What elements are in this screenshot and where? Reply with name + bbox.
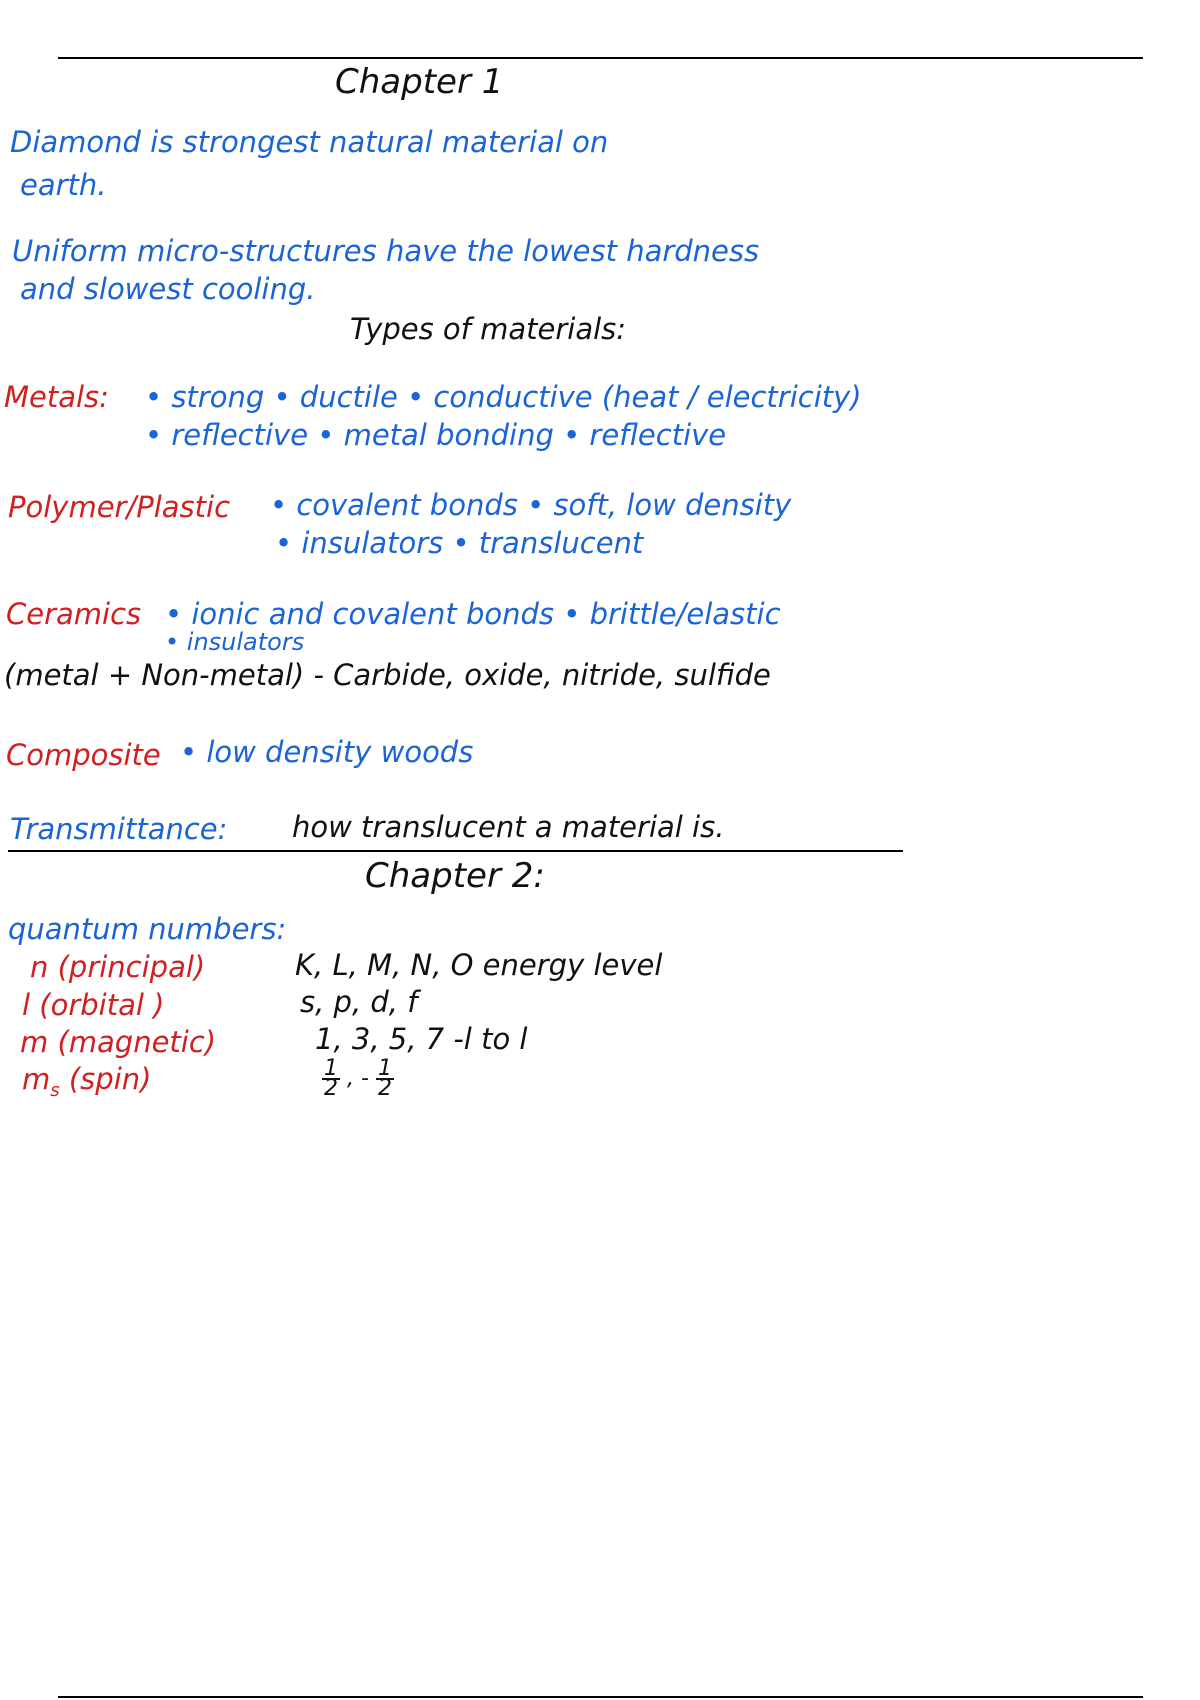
fraction-denominator: 2 [377, 1076, 392, 1101]
transmittance-text: how translucent a material is. [292, 810, 725, 844]
chapter2-title: Chapter 2: [365, 856, 545, 896]
chapter1-title: Chapter 1 [335, 62, 504, 102]
spin-m: m [22, 1062, 51, 1096]
composite-line1: • low density woods [180, 735, 474, 769]
composite-label: Composite [6, 738, 161, 772]
metals-line2: • reflective • metal bonding • reflective [145, 418, 727, 452]
chapter-divider [8, 850, 903, 852]
fraction-numerator: 1 [324, 1056, 338, 1081]
spin-values [322, 1056, 394, 1101]
spin-subscript: s [50, 1079, 60, 1101]
quantum-row-name: n (principal) [30, 950, 206, 984]
quantum-row-name [22, 1062, 151, 1101]
metals-label: Metals: [4, 380, 109, 414]
spin-label: (spin) [59, 1062, 152, 1096]
uniform-line2: and slowest cooling. [20, 272, 316, 306]
spin-fraction-negative [376, 1056, 394, 1101]
diamond-line1: Diamond is strongest natural material on [10, 125, 609, 159]
fraction-separator: , - [347, 1066, 369, 1091]
quantum-row-values: s, p, d, f [300, 985, 418, 1019]
polymer-line2: • insulators • translucent [275, 526, 644, 560]
quantum-heading: quantum numbers: [8, 912, 287, 946]
quantum-row-name: l (orbital ) [22, 988, 165, 1022]
diamond-line2: earth. [20, 168, 107, 202]
ceramics-line2: • insulators [165, 628, 305, 656]
ceramics-line1: • ionic and covalent bonds • brittle/elastic [165, 597, 781, 631]
quantum-row-name: m (magnetic) [20, 1025, 217, 1059]
ceramics-label: Ceramics [6, 597, 142, 631]
metals-line1: • strong • ductile • conductive (heat / electricity) [145, 380, 862, 414]
top-rule [58, 57, 1143, 59]
fraction-denominator: 2 [324, 1076, 338, 1101]
quantum-row-values: 1, 3, 5, 7 -l to l [315, 1022, 528, 1056]
polymer-line1: • covalent bonds • soft, low density [270, 488, 792, 522]
fraction-numerator: 1 [377, 1056, 392, 1081]
uniform-line1: Uniform micro-structures have the lowest hardness [12, 234, 760, 268]
ceramics-line3: (metal + Non-metal) - Carbide, oxide, nitride, sulfide [4, 658, 771, 692]
spin-fraction-positive [322, 1056, 340, 1101]
transmittance-label: Transmittance: [10, 812, 228, 846]
quantum-row-values: K, L, M, N, O energy level [295, 948, 663, 982]
types-heading: Types of materials: [350, 312, 627, 346]
bottom-rule [58, 1696, 1143, 1698]
polymer-label: Polymer/Plastic [8, 490, 231, 524]
